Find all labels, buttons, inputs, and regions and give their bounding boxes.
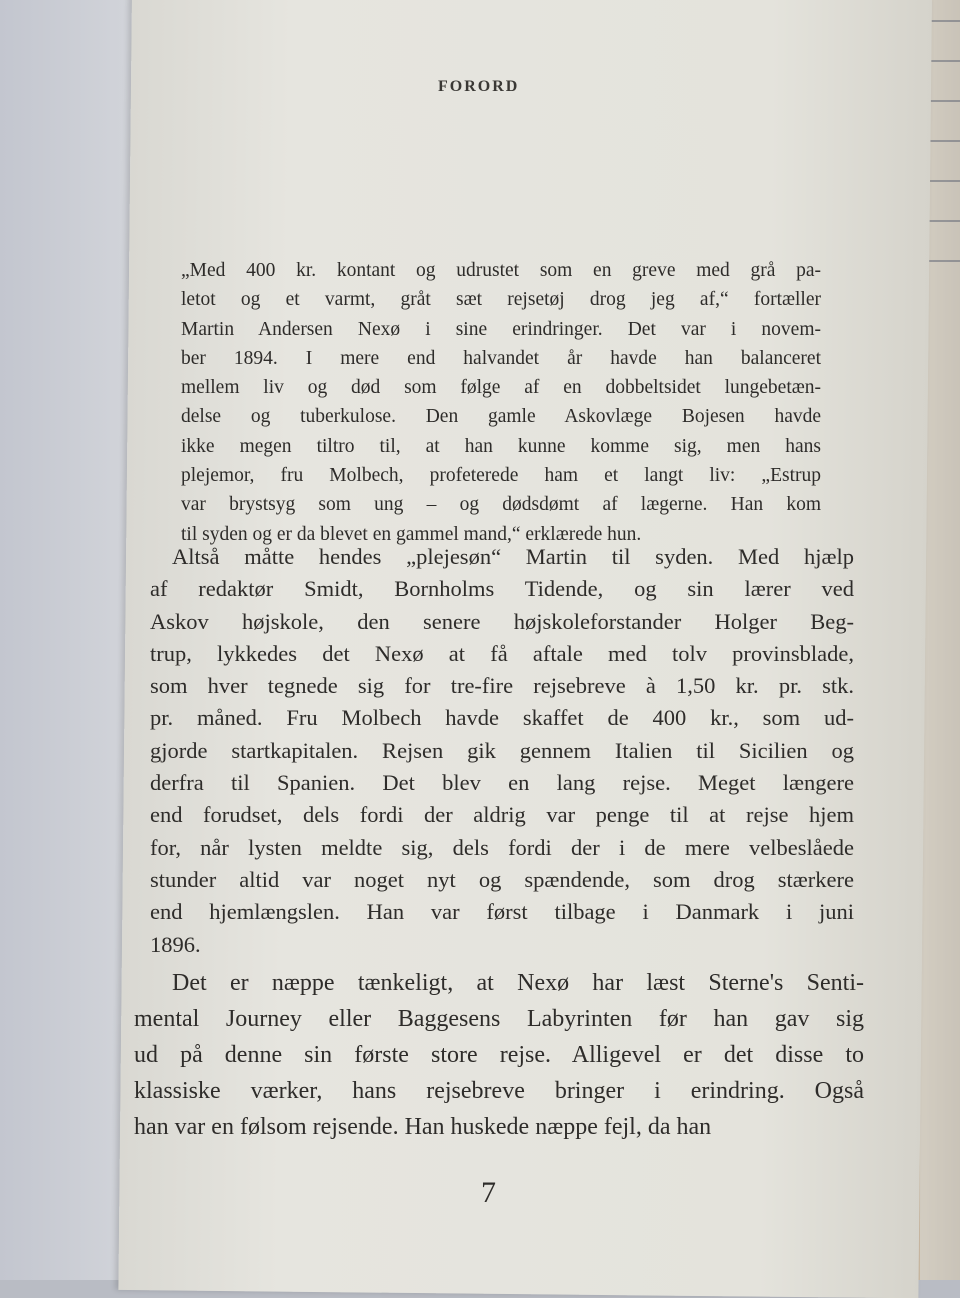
paragraph-1 [181, 256, 821, 549]
text-line: ikke megen tiltro til, at han kunne komme sig, men hans [181, 435, 821, 457]
text-line: stunder altid var noget nyt og spændende, som drog stærkere [150, 866, 854, 892]
chapter-title: FORORD [438, 78, 520, 95]
text-line: derfra til Spanien. Det blev en lang rejse. Meget længere [150, 770, 854, 796]
text-line: som hver tegnede sig for tre-fire rejsebreve à 1,50 kr. pr. stk. [150, 673, 854, 699]
text-line: end hjemlængslen. Han var først tilbage i Danmark i juni [150, 899, 854, 925]
text-line: plejemor, fru Molbech, profeterede ham et langt liv: „Estrup [181, 465, 821, 487]
text-line: gjorde startkapitalen. Rejsen gik gennem Italien til Sicilien og [150, 737, 854, 763]
text-line: Askov højskole, den senere højskoleforstander Holger Beg- [150, 608, 854, 634]
text-line: delse og tuberkulose. Den gamle Askovlæge Bojesen havde [181, 406, 821, 428]
text-line: 1896. [150, 931, 201, 957]
text-line: letot og et varmt, gråt sæt rejsetøj drog jeg af,“ fortæller [181, 289, 821, 311]
text-line: Altså måtte hendes „plejesøn“ Martin til syden. Med hjælp [172, 544, 854, 569]
paragraph-3 [134, 965, 864, 1145]
text-line: han var en følsom rejsende. Han huskede næppe fejl, da han [134, 1114, 712, 1140]
text-line: ud på denne sin første store rejse. Alligevel er det disse to [134, 1042, 864, 1068]
text-line: trup, lykkedes det Nexø at få aftale med tolv provinsblade, [150, 640, 854, 666]
text-line: for, når lysten meldte sig, dels fordi der i de mere velbeslåede [150, 834, 854, 860]
text-line: „Med 400 kr. kontant og udrustet som en greve med grå pa- [181, 260, 821, 281]
text-line: Martin Andersen Nexø i sine erindringer. Det var i novem- [181, 318, 821, 340]
paragraph-2 [150, 541, 854, 961]
text-line: var brystsyg som ung – og dødsdømt af lægerne. Han kom [181, 494, 821, 516]
text-line: klassiske værker, hans rejsebreve bringer i erindring. Også [134, 1078, 864, 1104]
page-number: 7 [481, 1176, 496, 1209]
text-line: af redaktør Smidt, Bornholms Tidende, og sin lærer ved [150, 576, 854, 602]
text-line: pr. måned. Fru Molbech havde skaffet de 400 kr., som ud- [150, 705, 854, 731]
text-line: Det er næppe tænkeligt, at Nexø har læst Sterne's Senti- [172, 970, 864, 996]
text-line: end forudset, dels fordi der aldrig var penge til at rejse hjem [150, 802, 854, 828]
text-line: mellem liv og død som følge af en dobbeltsidet lungebetæn- [181, 377, 821, 399]
text-line: mental Journey eller Baggesens Labyrinten før han gav sig [134, 1006, 864, 1032]
text-line: ber 1894. I mere end halvandet år havde han balanceret [181, 347, 821, 369]
text-line: til syden og er da blevet en gammel mand,“ erklærede hun. [181, 523, 642, 545]
